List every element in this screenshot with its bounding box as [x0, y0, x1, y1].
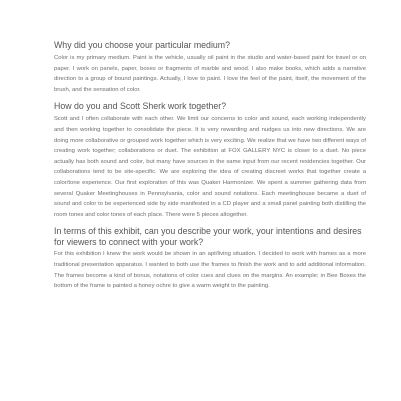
- interview-content: [54, 40, 366, 292]
- section-heading-medium: Why did you choose your particular medium?: [54, 40, 231, 50]
- section-collaboration: [54, 101, 366, 220]
- section-exhibit: [54, 226, 366, 291]
- section-medium: [54, 40, 366, 95]
- section-body-medium: Color is my primary medium. Paint is the vehicle, usually oil paint in the studio and water-based paint for travel or on paper. I work on panels, paper, boxes or fragments of marble and wood. I also make books, which adds a narrative direction to a group of bound paintings. Actually, I love to paint. I love the feel of the paint, itself, the movement of the brush, and the sensation of color.: [54, 55, 366, 93]
- section-heading-collaboration: How do you and Scott Sherk work together?: [54, 101, 227, 112]
- section-body-collaboration: Scott and I often collaborate with each other. We limit our concerns to color and sound, each working independently and then working together to consolidate the piece. It is very rewarding and nudges us into new directions. We are doing more collaborative or grouped work together which is very exciting. We realize that we have two different ways of creating work together; collaborations or duet. The exhibition at FOX GALLERY NYC is closer to a duet. No piece actually has both sound and color, but many have sources in the same input from our recent residencies together. Our collaborations tend to be site-specific. We are exploring the idea of creating discreet works that together create a color/tone experience. Our first exploration of this was Quaker Harmonizer. We spent a summer gathering data from several Quaker Meetinghouses in Pennsylvania, color and sound notations. Each meetinghouse became a duet of sound and color to be experienced side by side manifested in a CD player and a small panel painting both distilling the room tones and color tones of each place. There were 5 pieces altogether.: [54, 116, 366, 218]
- section-body-exhibit: For this exhibition I knew the work would be shown in an apt/living situation. I decided to work with frames as a more traditional presentation apparatus. I wanted to both use the frames to finish the work and to add additional information. The frames become a kind of bonus, notations of color cues and clues on the margins. An example; in Bee Boxes the bottom of the frame is painted a honey ochre to give a warm weight to the painting.: [54, 251, 366, 290]
- section-heading-exhibit: In terms of this exhibit, can you describe your work, your intentions and desires for viewers to connect with your work?: [54, 226, 362, 248]
